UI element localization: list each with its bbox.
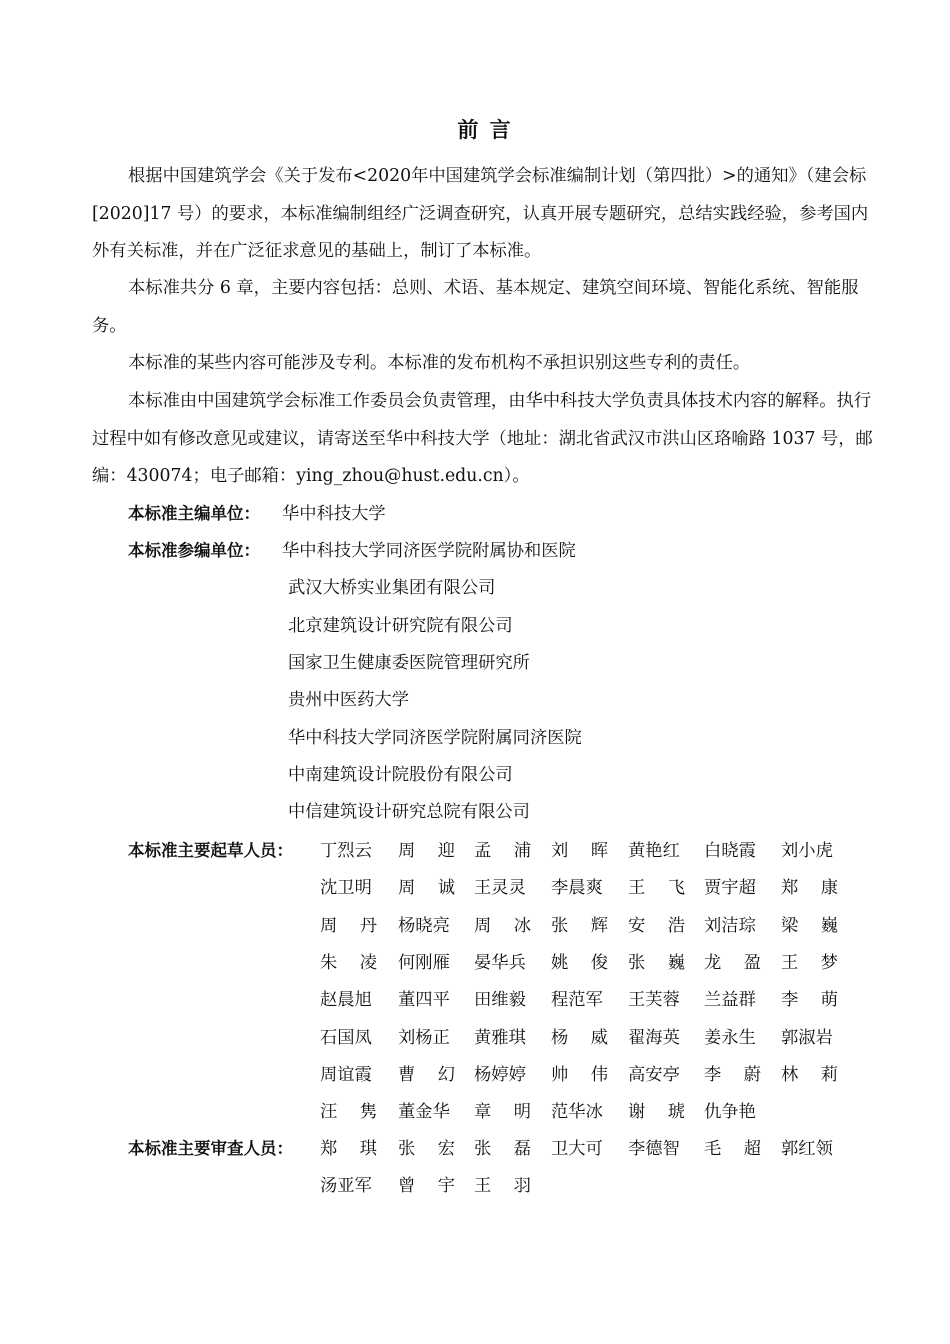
drafters-name: 丁烈云: [320, 841, 372, 861]
drafters-name: 田维毅: [474, 990, 526, 1011]
reviewers-label: 本标准主要审查人员：: [128, 1139, 293, 1158]
drafters-name: 杨婷婷: [474, 1064, 526, 1085]
reviewers-name: 张 宏: [398, 1139, 455, 1159]
participating-unit-item: 武汉大桥实业集团有限公司: [288, 578, 496, 599]
reviewers-name: 郑 琪: [320, 1139, 377, 1159]
drafters-name: 周 迎: [398, 841, 455, 861]
reviewers-name: 郭红领: [781, 1139, 833, 1159]
drafters-label: 本标准主要起草人员：: [128, 841, 293, 860]
paragraph-contents: 本标准共分 6 章，主要内容包括：总则、术语、基本规定、建筑空间环境、智能化系统、智能服务。: [92, 278, 859, 336]
page-title: 前 言: [457, 118, 513, 142]
participating-unit-item: 中信建筑设计研究总院有限公司: [288, 802, 530, 823]
drafters-name: 仇争艳: [704, 1102, 756, 1123]
drafters-name: 李 萌: [781, 990, 838, 1011]
drafters-name: 谢 琥: [628, 1102, 685, 1123]
reviewers-name: 卫大可: [551, 1139, 603, 1159]
drafters-name: 何刚雁: [398, 952, 450, 973]
drafters-name: 翟海英: [628, 1027, 680, 1048]
reviewers-name: 李德智: [628, 1139, 680, 1159]
drafters-name: 王 梦: [781, 952, 838, 973]
drafters-name: 郭淑岩: [781, 1027, 833, 1048]
drafters-name: 黄艳红: [628, 841, 680, 861]
drafters-name: 石国凤: [320, 1027, 372, 1048]
reviewers-name: 汤亚军: [320, 1176, 372, 1197]
drafters-name: 杨 威: [551, 1027, 608, 1048]
drafters-name: 刘洁琮: [704, 915, 756, 936]
drafters-name: 孟 浦: [474, 841, 531, 861]
drafters-name: 周 冰: [474, 915, 531, 936]
drafters-name: 贾宇超: [704, 878, 756, 899]
drafters-name: 汪 隽: [320, 1102, 377, 1123]
participating-units-label: 本标准参编单位：: [128, 541, 260, 560]
drafters-name: 周 丹: [320, 915, 377, 936]
drafters-name: 王 飞: [628, 878, 685, 899]
drafters-name: 朱 凌: [320, 952, 377, 973]
participating-unit-item: 贵州中医药大学: [288, 690, 409, 711]
participating-unit-item: 华中科技大学同济医学院附属同济医院: [288, 727, 582, 748]
drafters-name: 赵晨旭: [320, 990, 372, 1011]
paragraph-basis: 根据中国建筑学会《关于发布<2020年中国建筑学会标准编制计划（第四批）>的通知》（建会标[2020]17 号）的要求，本标准编制组经广泛调查研究，认真开展专题研究，总结实践经验，参考国内外有关标准，并在广泛征求意见的基础上，制订了本标准。: [92, 166, 869, 261]
drafters-name: 王灵灵: [474, 878, 526, 899]
drafters-name: 安 浩: [628, 915, 685, 936]
drafters-name: 姜永生: [704, 1027, 756, 1048]
drafters-name: 梁 巍: [781, 915, 838, 936]
drafters-name: 沈卫明: [320, 878, 372, 899]
drafters-name: 周谊霞: [320, 1064, 372, 1085]
drafters-name: 曹 幻: [398, 1064, 455, 1085]
drafters-name: 张 巍: [628, 952, 685, 973]
drafters-name: 龙 盈: [704, 952, 761, 973]
drafters-name: 李晨爽: [551, 878, 603, 899]
drafters-name: 高安亭: [628, 1064, 680, 1085]
participating-unit-item: 国家卫生健康委医院管理研究所: [288, 652, 530, 673]
drafters-name: 黄雅琪: [474, 1027, 526, 1048]
paragraph-patent: 本标准的某些内容可能涉及专利。本标准的发布机构不承担识别这些专利的责任。: [128, 353, 751, 373]
participating-unit-item: 中南建筑设计院股份有限公司: [288, 764, 513, 785]
drafters-name: 刘小虎: [781, 841, 833, 861]
drafters-name: 周 诚: [398, 878, 455, 899]
chief-unit-value: 华中科技大学: [282, 504, 386, 524]
drafters-name: 章 明: [474, 1102, 531, 1123]
drafters-name: 刘 晖: [551, 841, 608, 861]
reviewers-name: 张 磊: [474, 1139, 531, 1159]
reviewers-name: 曾 宇: [398, 1176, 455, 1197]
drafters-name: 范华冰: [551, 1102, 603, 1123]
participating-unit-item: 华中科技大学同济医学院附属协和医院: [282, 541, 576, 561]
drafters-name: 郑 康: [781, 878, 838, 899]
reviewers-name: 毛 超: [704, 1139, 761, 1159]
drafters-name: 程范军: [551, 990, 603, 1011]
drafters-name: 张 辉: [551, 915, 608, 936]
drafters-name: 帅 伟: [551, 1064, 608, 1085]
drafters-name: 杨晓亮: [398, 915, 450, 936]
drafters-name: 林 莉: [781, 1064, 838, 1085]
paragraph-management: 本标准由中国建筑学会标准工作委员会负责管理，由华中科技大学负责具体技术内容的解释。执行过程中如有修改意见或建议，请寄送至华中科技大学（地址：湖北省武汉市洪山区珞喻路 1037 号，邮编：430074；电子邮箱：ying_zhou@hust.edu.cn）。: [92, 391, 873, 486]
drafters-name: 姚 俊: [551, 952, 608, 973]
drafters-name: 王芙蓉: [628, 990, 680, 1011]
drafters-name: 刘杨正: [398, 1027, 450, 1048]
drafters-name: 晏华兵: [474, 952, 526, 973]
chief-unit-label: 本标准主编单位：: [128, 504, 260, 523]
drafters-name: 董金华: [398, 1102, 450, 1123]
drafters-name: 董四平: [398, 990, 450, 1011]
participating-unit-item: 北京建筑设计研究院有限公司: [288, 615, 513, 636]
reviewers-name: 王 羽: [474, 1176, 531, 1197]
drafters-name: 兰益群: [704, 990, 756, 1011]
drafters-name: 白晓霞: [704, 841, 756, 861]
drafters-name: 李 蔚: [704, 1064, 761, 1085]
